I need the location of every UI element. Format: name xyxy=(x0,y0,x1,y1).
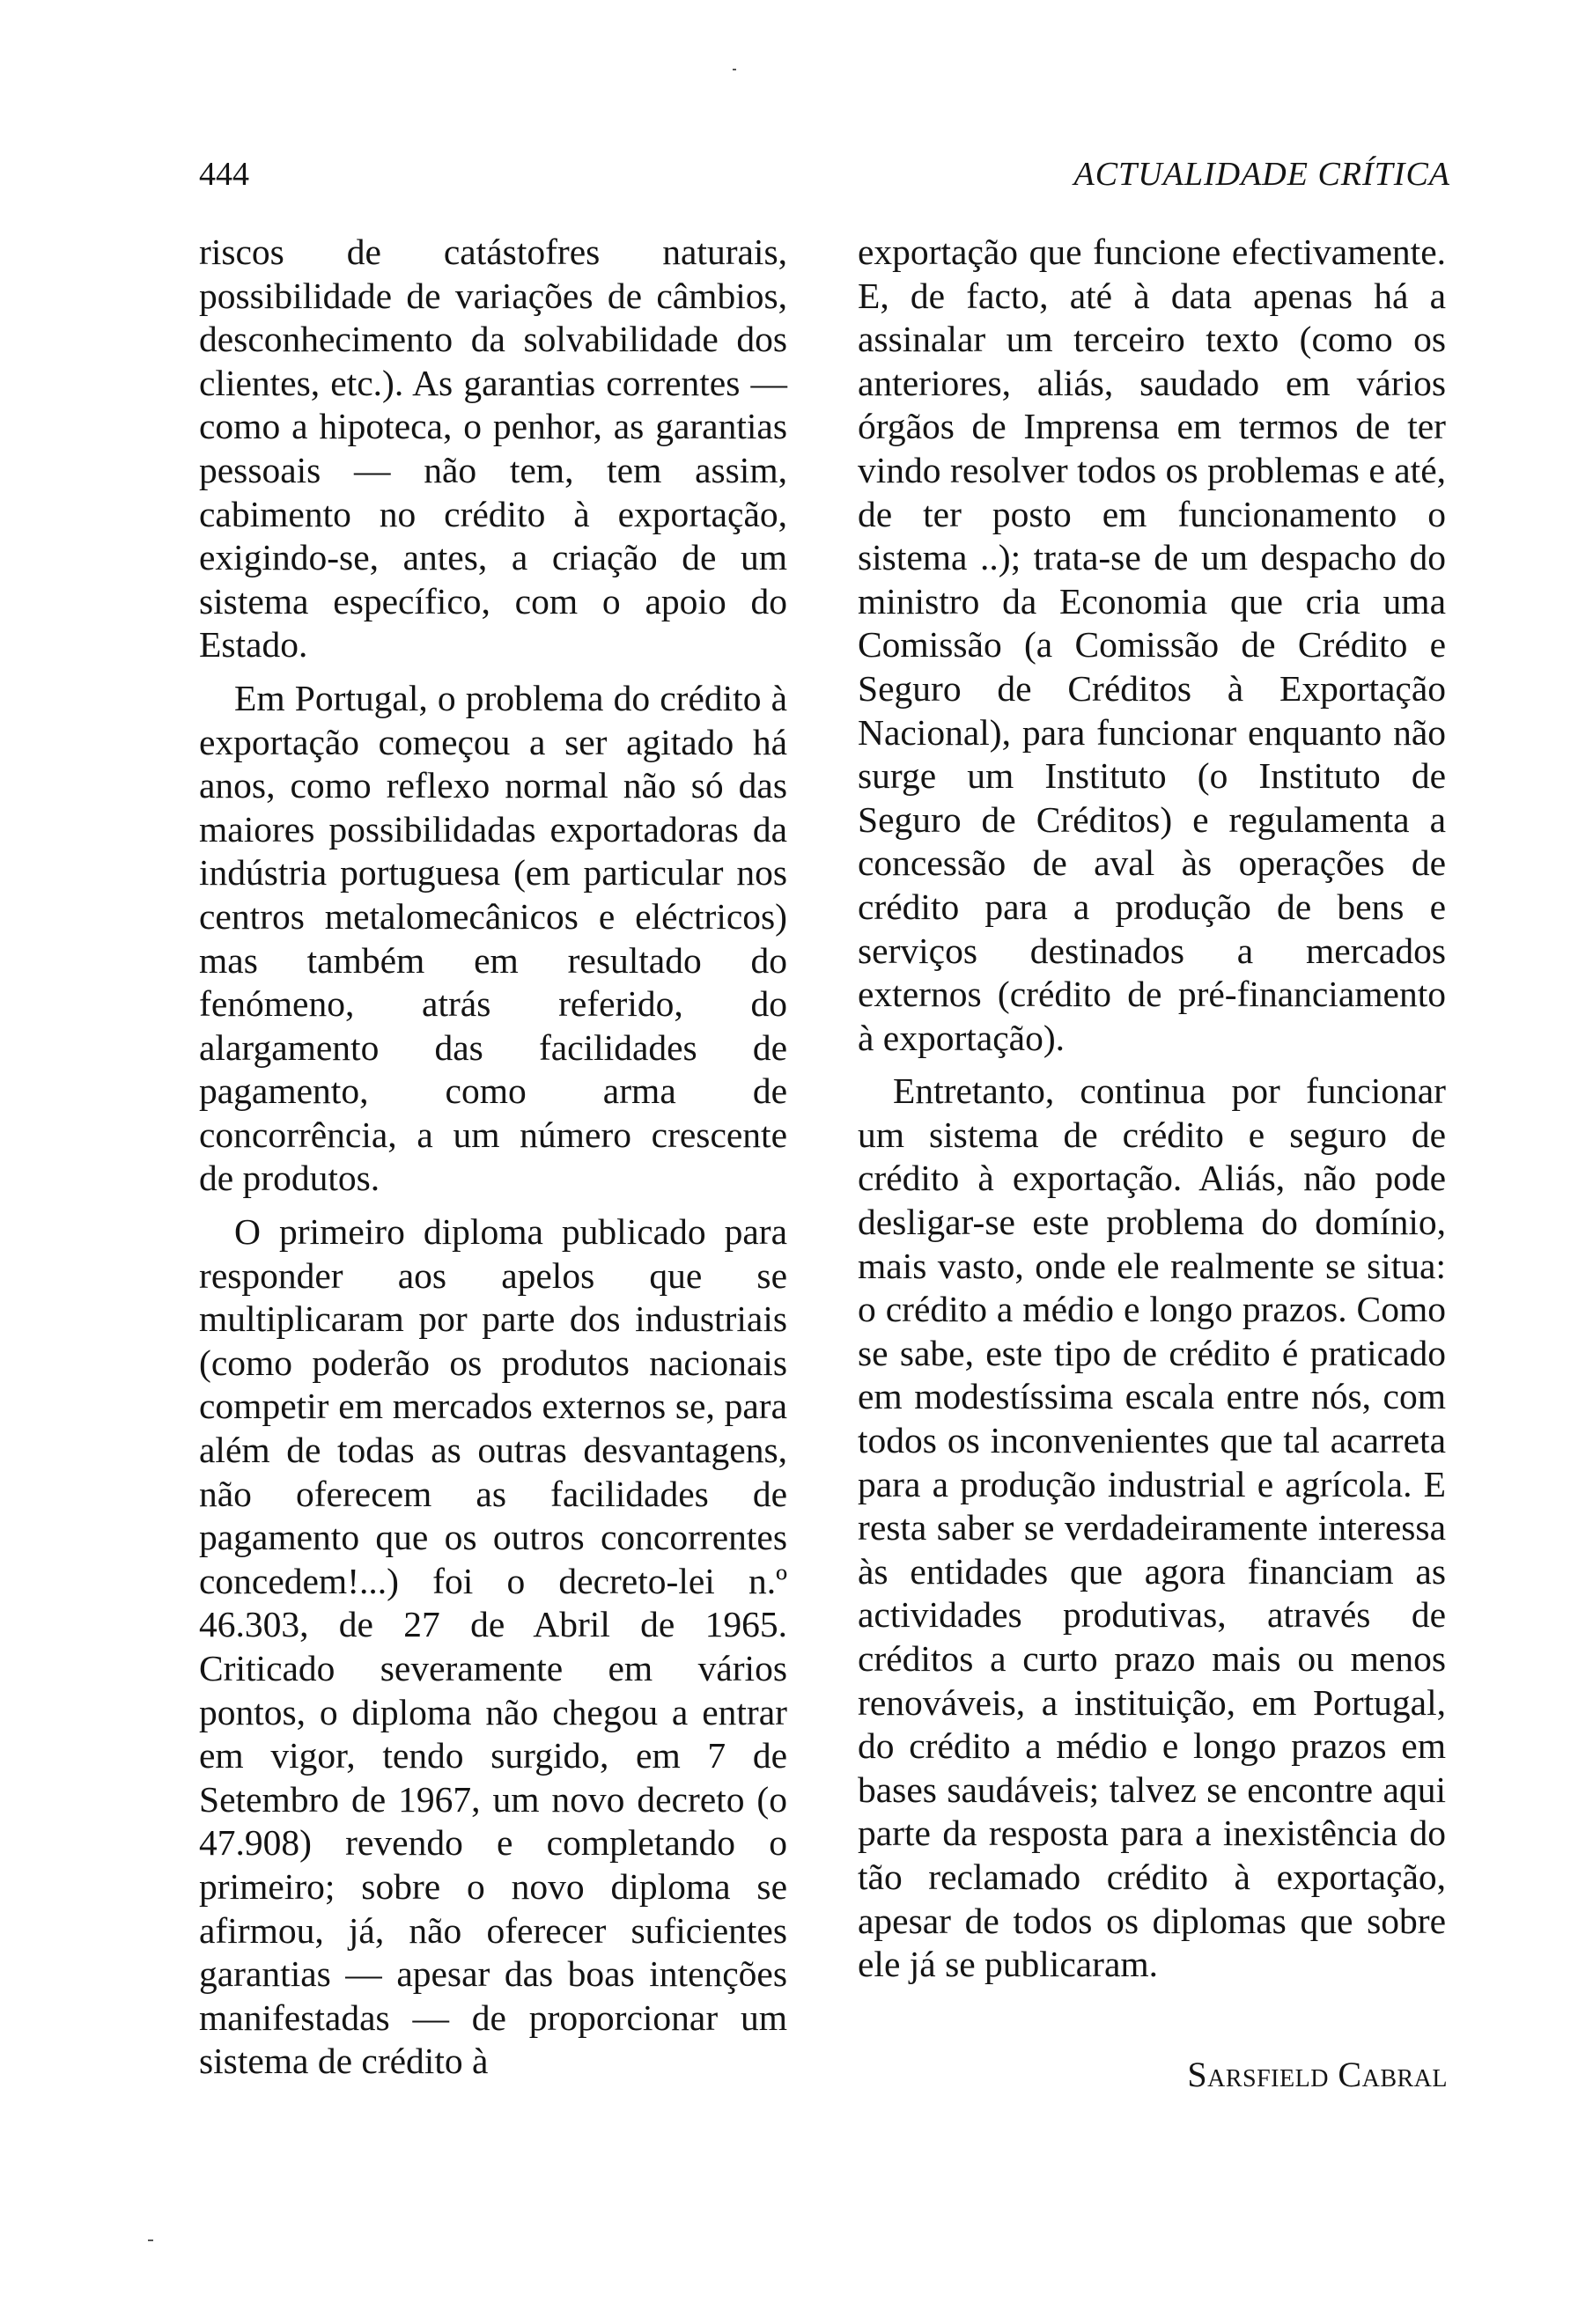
paragraph: riscos de catástofres naturais, possibilidade de variações de câmbios, desconhecimento da solvabilidade dos clientes, etc.). As garantias correntes — como a hipoteca, o penhor, as garantias pessoais — não tem, tem assim, cabimento no crédito à exportação, exigindo-se, antes, a criação de um sistema específico, com o apoio do Estado. xyxy=(199,232,787,666)
left-column xyxy=(199,231,787,2093)
author-signature: Sarsfield Cabral xyxy=(1187,2055,1448,2094)
running-title: ACTUALIDADE CRÍTICA xyxy=(1073,156,1450,193)
scan-speck xyxy=(733,69,736,70)
right-column xyxy=(858,231,1446,1997)
paragraph: Entretanto, continua por funcionar um sistema de crédito e seguro de crédito à exportação. Aliás, não pode desligar-se este problema do domínio, mais vasto, onde ele realmente se situa: o crédito a médio e longo prazos. Como se sabe, este tipo de crédito é praticado em modestíssima escala entre nós, com todos os inconvenientes que tal acarreta para a produção industrial e agrícola. E resta saber se verdadeiramente interessa às entidades que agora financiam as actividades produtivas, através de créditos a curto prazo mais ou menos renováveis, a instituição, em Portugal, do crédito a médio e longo prazos em bases saudáveis; talvez se encontre aqui parte da resposta para a inexistência do tão reclamado crédito à exportação, apesar de todos os diplomas que sobre ele já se publicaram. xyxy=(858,1070,1446,1985)
page-header xyxy=(199,151,1450,197)
page-number: 444 xyxy=(199,156,249,193)
scan-speck xyxy=(148,2239,153,2241)
paragraph: Em Portugal, o problema do crédito à exportação começou a ser agitado há anos, como reflexo normal não só das maiores possibilidadas exportadoras da indústria portuguesa (em particular nos centros metalomecânicos e eléctricos) mas também em resultado do fenómeno, atrás referido, do alargamento das facilidades de pagamento, como arma de concorrência, a um número crescente de produtos. xyxy=(199,677,787,1199)
paragraph: O primeiro diploma publicado para responder aos apelos que se multiplicaram por parte dos industriais (como poderão os produtos nacionais competir em mercados externos se, para além de todas as outras desvantagens, não oferecem as facilidades de pagamento que os outros concorrentes concedem!...) foi o decreto-lei n.º 46.303, de 27 de Abril de 1965. Criticado severamente em vários pontos, o diploma não chegou a entrar em vigor, tendo surgido, em 7 de Setembro de 1967, um novo decreto (o 47.908) revendo e completando o primeiro; sobre o novo diploma se afirmou, já, não oferecer suficientes garantias — apesar das boas intenções manifestadas — de proporcionar um sistema de crédito à xyxy=(199,1211,787,2082)
paragraph: exportação que funcione efectivamente. E, de facto, até à data apenas há a assinalar um terceiro texto (como os anteriores, aliás, saudado em vários órgãos de Imprensa em termos de ter vindo resolver todos os problemas e até, de ter posto em funcionamento o sistema ..); trata-se de um despacho do ministro da Economia que cria uma Comissão (a Comissão de Crédito e Seguro de Créditos à Exportação Nacional), para funcionar enquanto não surge um Instituto (o Instituto de Seguro de Créditos) e regulamenta a concessão de aval às operações de crédito para a produção de bens e serviços destinados a mercados externos (crédito de pré-financiamento à exportação). xyxy=(858,232,1446,1058)
